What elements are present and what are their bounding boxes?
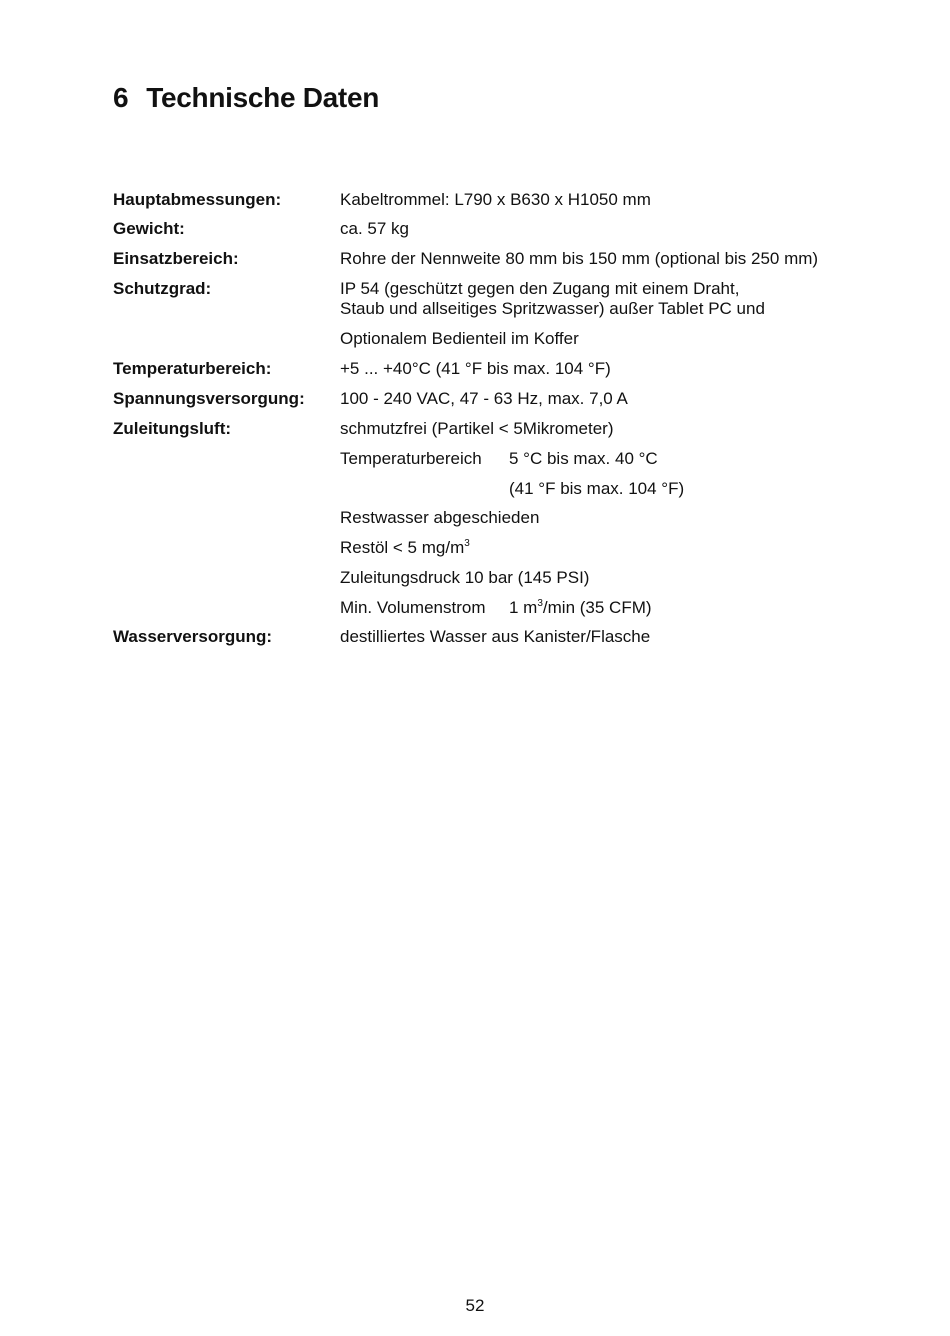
- spec-value-zuleitungsluft-partikel: schmutzfrei (Partikel < 5Mikrometer): [340, 419, 614, 438]
- spec-value-wasserversorgung: destilliertes Wasser aus Kanister/Flasche: [340, 627, 651, 646]
- spec-value-gewicht: ca. 57 kg: [340, 219, 409, 238]
- spec-value-schutzgrad-line3: Optionalem Bedienteil im Koffer: [340, 329, 579, 348]
- restoel-text: Restöl < 5 mg/m: [340, 538, 465, 557]
- spec-label-schutzgrad: Schutzgrad:: [113, 279, 212, 298]
- spec-label-zuleitungsluft: Zuleitungsluft:: [113, 419, 232, 438]
- spec-value-volumenstrom: [509, 598, 652, 618]
- spec-value-restoel: [340, 538, 470, 558]
- volumen-text: 1 m: [509, 598, 538, 617]
- restoel-exponent: 3: [464, 538, 470, 549]
- spec-sublabel-volumenstrom: Min. Volumenstrom: [340, 598, 486, 617]
- spec-value-temperaturbereich: +5 ... +40°C (41 °F bis max. 104 °F): [340, 359, 611, 378]
- spec-value-hauptabmessungen: Kabeltrommel: L790 x B630 x H1050 mm: [340, 190, 651, 209]
- spec-value-schutzgrad-line2: Staub und allseitiges Spritzwasser) außer Tablet PC und: [340, 299, 765, 318]
- spec-label-einsatzbereich: Einsatzbereich:: [113, 249, 239, 268]
- page-number: 52: [465, 1296, 485, 1315]
- section-number: 6: [113, 82, 129, 113]
- spec-label-temperaturbereich: Temperaturbereich:: [113, 359, 272, 378]
- spec-label-wasserversorgung: Wasserversorgung:: [113, 627, 273, 646]
- spec-label-gewicht: Gewicht:: [113, 219, 185, 238]
- section-title: Technische Daten: [146, 82, 380, 113]
- volumen-exponent: 3: [537, 598, 543, 609]
- spec-value-restwasser: Restwasser abgeschieden: [340, 508, 540, 527]
- spec-label-spannungsversorgung: Spannungsversorgung:: [113, 389, 305, 408]
- spec-value-temperatur-celsius: 5 °C bis max. 40 °C: [509, 449, 658, 468]
- volumen-unit: /min (35 CFM): [542, 598, 652, 617]
- spec-value-einsatzbereich: Rohre der Nennweite 80 mm bis 150 mm (optional bis 250 mm): [340, 249, 819, 268]
- spec-sublabel-temperaturbereich: Temperaturbereich: [340, 449, 482, 468]
- spec-value-zuleitungsdruck: Zuleitungsdruck 10 bar (145 PSI): [340, 568, 590, 587]
- spec-value-schutzgrad-line1: IP 54 (geschützt gegen den Zugang mit einem Draht,: [340, 279, 740, 298]
- page-title: [113, 82, 379, 114]
- spec-value-temperatur-fahrenheit: (41 °F bis max. 104 °F): [509, 479, 685, 498]
- spec-label-hauptabmessungen: Hauptabmessungen:: [113, 190, 282, 209]
- spec-value-spannungsversorgung: 100 - 240 VAC, 47 - 63 Hz, max. 7,0 A: [340, 389, 628, 408]
